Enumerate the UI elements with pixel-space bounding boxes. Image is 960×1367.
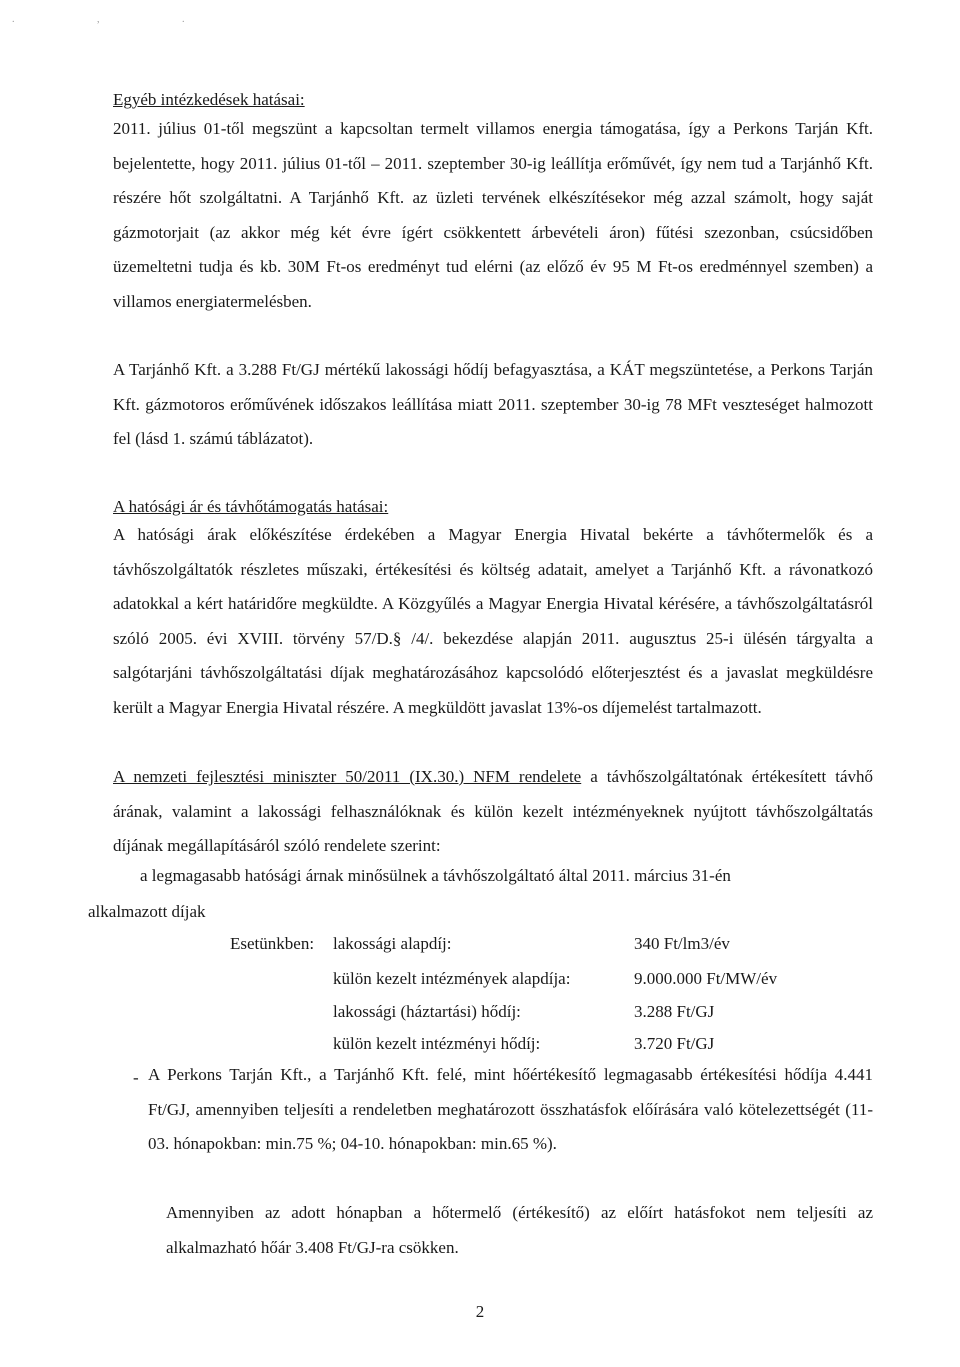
decree-text: a távhőszolgáltatónak értékesített távhő árának, valamint a lakossági felhasználóknak és külön kezelt intézményeknek nyújtott távhőszolgáltatás díjának megállapításáról szóló rendelete szerint: bbox=[113, 767, 873, 855]
list-dash: - bbox=[133, 1068, 139, 1087]
rate-value: 340 Ft/lm3/év bbox=[634, 934, 730, 953]
list-item-highest-price: a legmagasabb hatósági árnak minősülnek a távhőszolgáltató által 2011. március 31-én bbox=[140, 866, 731, 885]
section-heading-official-price: A hatósági ár és távhőtámogatás hatásai: bbox=[113, 497, 389, 516]
rate-label: lakossági (háztartási) hődíj: bbox=[333, 1002, 521, 1021]
section-heading-other-measures: Egyéb intézkedések hatásai: bbox=[113, 90, 305, 109]
list-item-highest-price-cont: alkalmazott díjak bbox=[88, 902, 206, 921]
paragraph-loss-summary: A Tarjánhő Kft. a 3.288 Ft/GJ mértékű lakossági hődíj befagyasztása, a KÁT megszüntetése, a Perkons Tarján Kft. gázmotoros erőművének időszakos leállítása miatt 2011. szeptember 30-ig 78 MFt veszteséget halmozott fel (lásd 1. számú táblázatot). bbox=[113, 360, 873, 448]
paragraph-official-price-prep: A hatósági árak előkészítése érdekében a Magyar Energia Hivatal bekérte a távhőtermelők és a távhőszolgáltatók részletes műszaki, értékesítési és költség adatait, amelyet a Tarjánhő Kft. a rávonatkozó adatokkal a kért határidőre megküldte. A Közgyűlés a Magyar Energia Hivatal kérésére, a távhőszolgáltatásról szóló 2005. évi XVIII. törvény 57/D.§ /4/. bekezdése alapján 2011. augusztus 25-i ülésén tárgyalta a salgótarjáni távhőszolgáltatási díjak meghatározásához kapcsolódó előterjesztést és a javaslat megküldésre került a Magyar Energia Hivatal részére. A megküldött javaslat 13%-os díjemelést tartalmazott. bbox=[113, 525, 873, 717]
paragraph-production-stop: 2011. július 01-től megszünt a kapcsoltan termelt villamos energia támogatása, így a Perkons Tarján Kft. bejelentette, hogy 2011. július 01-től – 2011. szeptember 30-ig leállítja erőművét, így nem tud a Tarjánhő Kft. részére hőt szolgáltatni. A Tarjánhő Kft. az üzleti tervének elkészítésekor még azzal számolt, hogy saját gázmotorjait (az akkor még két évre ígért csökkentett árbevételi áron) fűtési szezonban, csúcsidőben üzemeltetni tudja és kb. 30M Ft-os eredményt tud elérni (az előző év 95 M Ft-os eredménnyel szemben) a villamos energiatermelésben. bbox=[113, 119, 873, 311]
rate-value: 9.000.000 Ft/MW/év bbox=[634, 969, 778, 988]
rate-value: 3.288 Ft/GJ bbox=[634, 1002, 715, 1021]
rate-label: lakossági alapdíj: bbox=[333, 934, 452, 953]
rates-intro: Esetünkben: bbox=[230, 934, 315, 953]
list-item-perkons-price bbox=[148, 1058, 873, 1162]
paragraph-decree bbox=[113, 760, 873, 864]
corner-marks: . , . bbox=[12, 14, 225, 25]
page-number: 2 bbox=[475, 1302, 485, 1321]
rate-label: külön kezelt intézményi hődíj: bbox=[333, 1034, 541, 1053]
rate-value: 3.720 Ft/GJ bbox=[634, 1034, 715, 1053]
rate-label: külön kezelt intézmények alapdíja: bbox=[333, 969, 571, 988]
decree-reference: A nemzeti fejlesztési miniszter 50/2011 (IX.30.) NFM rendelete bbox=[113, 767, 582, 786]
perkons-price-text: A Perkons Tarján Kft., a Tarjánhő Kft. felé, mint hőértékesítő legmagasabb értékesítési hődíja 4.441 Ft/GJ, amennyiben teljesíti a rendeletben meghatározott összhatásfok előírására való kötelezettségét (11-03. hónapokban: min.75 %; 04-10. hónapokban: min.65 %). bbox=[148, 1065, 873, 1153]
paragraph-reduced-price: Amennyiben az adott hónapban a hőtermelő (értékesítő) az előírt hatásfokot nem teljesíti az alkalmazható hőár 3.408 Ft/GJ-ra csökken. bbox=[166, 1203, 873, 1257]
